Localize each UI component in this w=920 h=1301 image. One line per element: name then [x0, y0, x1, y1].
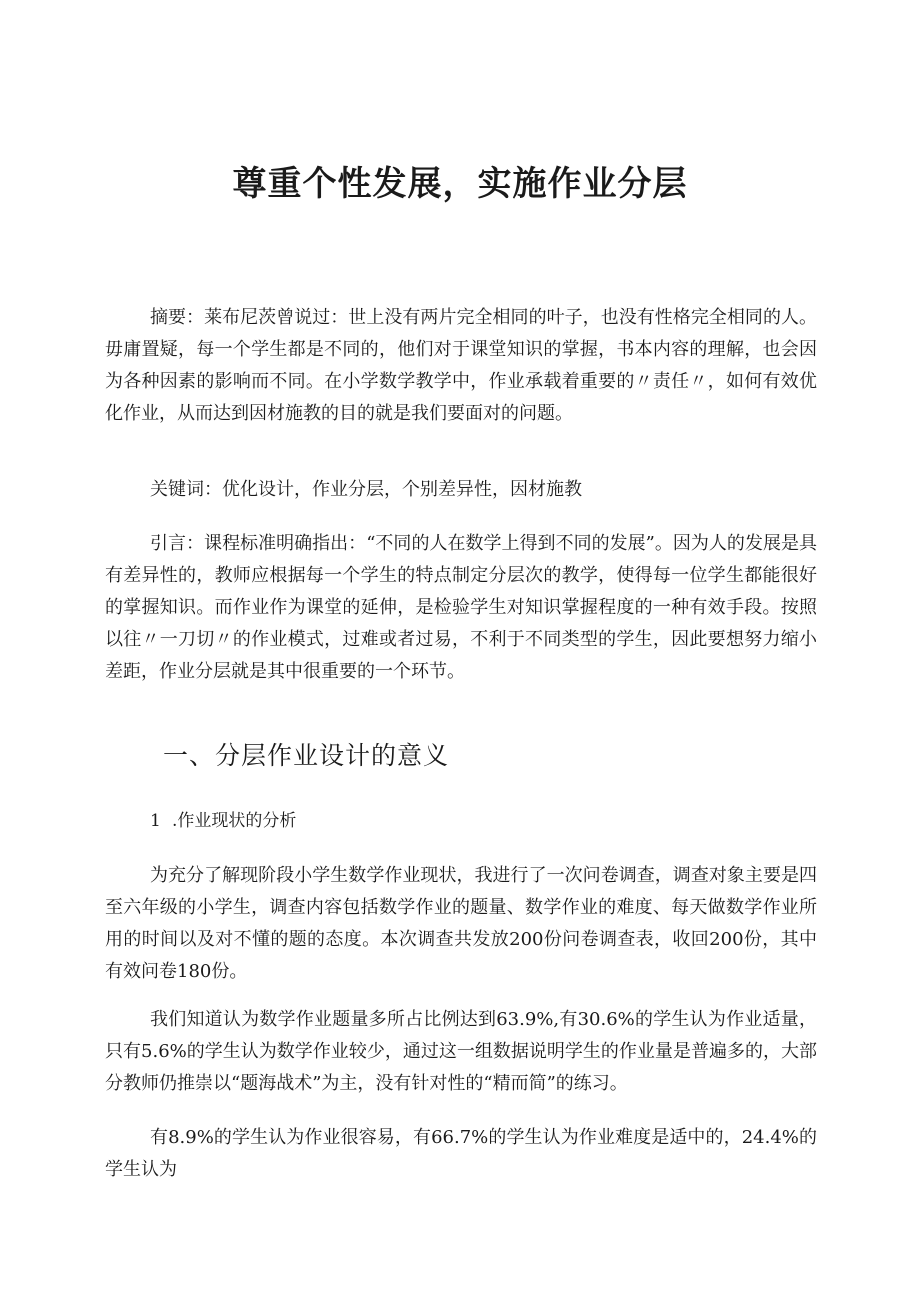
subsection-heading — [150, 806, 296, 836]
introduction-paragraph: 引言：课程标准明确指出：“不同的人在数学上得到不同的发展”。因为人的发展是具有差异性的，教师应根据每一个学生的特点制定分层次的教学，使得每一位学生都能很好的掌握知识。而作业作为课堂的延伸，是检验学生对知识掌握程度的一种有效手段。按照以往〃一刀切〃的作业模式，过难或者过易，不利于不同类型的学生，因此要想努力缩小差距，作业分层就是其中很重要的一个环节。 — [105, 533, 817, 682]
section-heading: 一、分层作业设计的意义 — [163, 741, 450, 770]
homework-difficulty-paragraph: 有8.9%的学生认为作业很容易，有66.7%的学生认为作业难度是适中的，24.4%的学生认为 — [105, 1127, 817, 1180]
subsection-number: 1 — [150, 811, 161, 831]
abstract-paragraph: 摘要：莱布尼茨曾说过：世上没有两片完全相同的叶子，也没有性格完全相同的人。毋庸置疑，每一个学生都是不同的，他们对于课堂知识的掌握，书本内容的理解，也会因为各种因素的影响而不同。在小学数学教学中，作业承载着重要的〃责任〃，如何有效优化作业，从而达到因材施教的目的就是我们要面对的问题。 — [105, 307, 817, 424]
survey-paragraph: 为充分了解现阶段小学生数学作业现状，我进行了一次问卷调查，调查对象主要是四至六年级的小学生，调查内容包括数学作业的题量、数学作业的难度、每天做数学作业所用的时间以及对不懂的题的态度。本次调查共发放200份问卷调查表，收回200份，其中有效问卷180份。 — [105, 865, 817, 982]
homework-amount-paragraph: 我们知道认为数学作业题量多所占比例达到63.9%,有30.6%的学生认为作业适量，只有5.6%的学生认为数学作业较少，通过这一组数据说明学生的作业量是普遍多的，大部分教师仍推崇以“题海战术”为主，没有针对性的“精而简”的练习。 — [105, 1009, 817, 1094]
subsection-title: .作业现状的分析 — [172, 811, 297, 831]
keywords-paragraph: 关键词：优化设计，作业分层，个别差异性，因材施教 — [150, 479, 582, 500]
page-title: 尊重个性发展，实施作业分层 — [232, 164, 688, 204]
